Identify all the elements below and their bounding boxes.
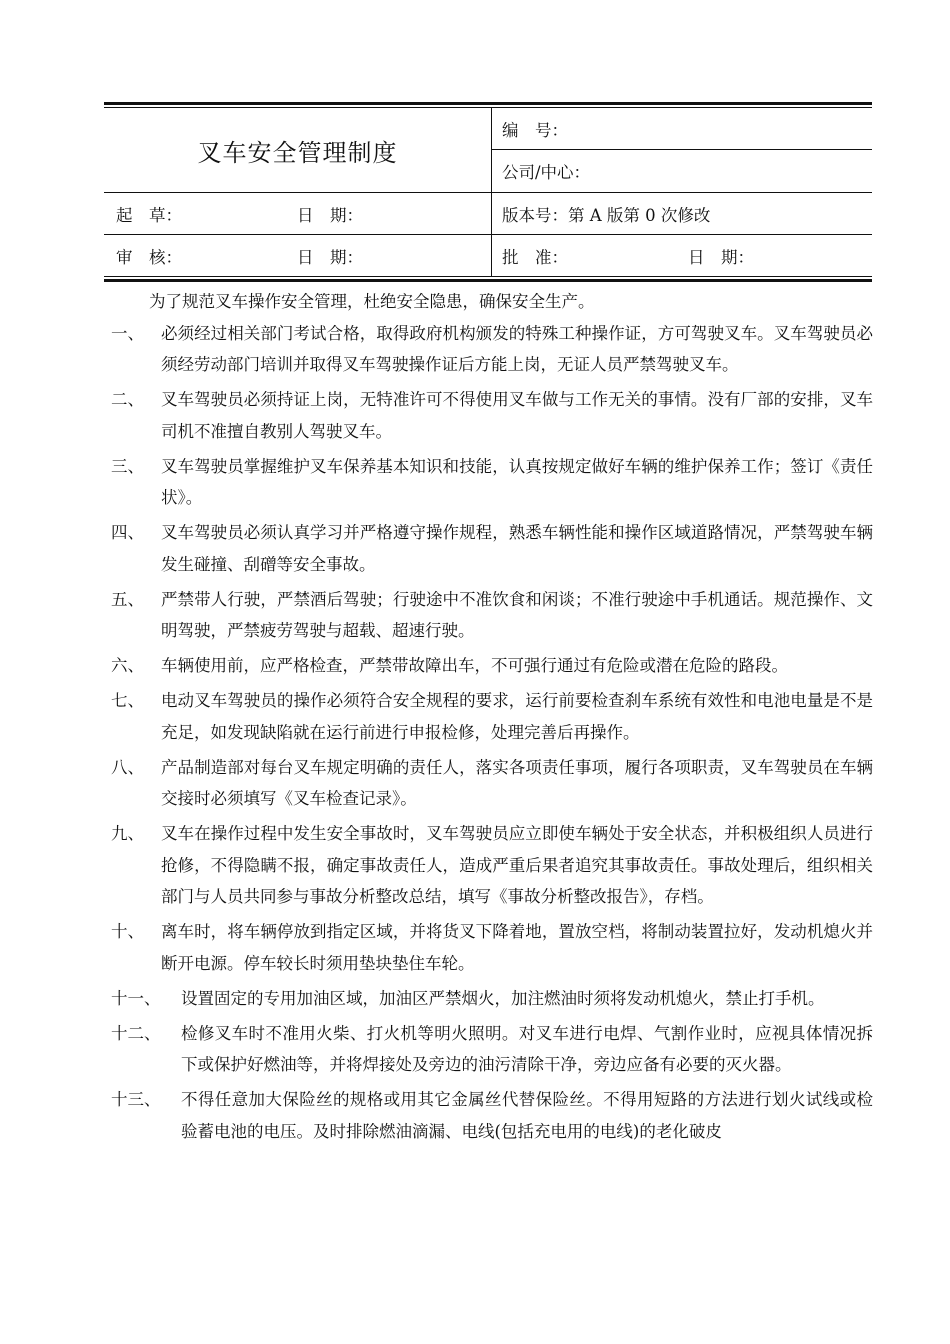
item-text: 严禁带人行驶，严禁酒后驾驶；行驶途中不准饮食和闲谈；不准行驶途中手机通话。规范操作、文明驾驶，严禁疲劳驾驶与超载、超速行驶。: [161, 589, 873, 640]
list-item: [111, 1018, 873, 1081]
item-number: 八、: [111, 757, 144, 777]
draft-date-label: 日 期：: [297, 205, 363, 225]
item-text: 车辆使用前，应严格检查，严禁带故障出车，不可强行通过有危险或潜在危险的路段。: [161, 656, 788, 675]
list-item: [111, 318, 873, 381]
item-number: 十三、: [111, 1090, 161, 1109]
list-item: [111, 818, 873, 913]
document-number-field: 编 号：: [492, 108, 872, 150]
item-text: 叉车驾驶员掌握维护叉车保养基本知识和技能，认真按规定做好车辆的维护保养工作；签订《责任状》。: [161, 456, 873, 507]
approve-date-label: 日 期：: [688, 247, 754, 267]
item-text: 必须经过相关部门考试合格，取得政府机构颁发的特殊工种操作证，方可驾驶叉车。叉车驾驶员必须经劳动部门培训并取得叉车驾驶操作证后方能上岗，无证人员严禁驾驶叉车。: [161, 323, 873, 374]
item-number: 六、: [111, 656, 144, 675]
list-item: [111, 916, 873, 979]
header-bottom-rule: [104, 279, 872, 282]
header-grid: [104, 108, 872, 276]
list-item: [111, 650, 873, 682]
draft-row: [104, 193, 491, 235]
list-item: [111, 752, 873, 815]
item-text: 检修叉车时不准用火柴、打火机等明火照明。对叉车进行电焊、气割作业时，应视具体情况拆下或保护好燃油等，并将焊接处及旁边的油污清除干净，旁边应备有必要的灭火器。: [181, 1023, 873, 1074]
list-item: [111, 384, 873, 447]
item-text: 离车时，将车辆停放到指定区域，并将货叉下降着地，置放空档，将制动装置拉好，发动机熄火并断开电源。停车较长时须用垫块垫住车轮。: [161, 922, 873, 973]
item-text: 不得任意加大保险丝的规格或用其它金属丝代替保险丝。不得用短路的方法进行划火试线或检验蓄电池的电压。及时排除燃油滴漏、电线(包括充电用的电线)的老化破皮: [181, 1090, 873, 1141]
review-label: 审 核：: [116, 247, 182, 267]
regulation-body: [111, 286, 873, 1151]
item-number: 七、: [111, 691, 144, 710]
list-item: [111, 451, 873, 514]
item-number: 十一、: [111, 988, 161, 1008]
review-row: [104, 235, 491, 276]
item-number: 一、: [111, 323, 144, 343]
review-date-label: 日 期：: [297, 247, 363, 267]
item-text: 设置固定的专用加油区域，加油区严禁烟火，加注燃油时须将发动机熄火，禁止打手机。: [181, 988, 825, 1008]
list-item: [111, 517, 873, 580]
approve-label: 批 准：: [502, 247, 568, 267]
list-item: [111, 1084, 873, 1147]
item-number: 三、: [111, 456, 144, 476]
item-number: 四、: [111, 523, 144, 542]
item-number: 二、: [111, 390, 144, 409]
list-item: [111, 584, 873, 647]
approve-row: [492, 235, 872, 276]
item-number: 九、: [111, 824, 144, 843]
document-title: 叉车安全管理制度: [104, 108, 491, 193]
document-header: [104, 102, 872, 282]
item-text: 叉车驾驶员必须认真学习并严格遵守操作规程，熟悉车辆性能和操作区域道路情况，严禁驾驶车辆发生碰撞、刮磳等安全事故。: [161, 523, 873, 574]
version-field: 版本号：第 A 版第 0 次修改: [492, 193, 872, 235]
item-text: 叉车驾驶员必须持证上岗，无特准许可不得使用叉车做与工作无关的事情。没有厂部的安排，叉车司机不准擅自教别人驾驶叉车。: [161, 390, 873, 441]
intro-paragraph: 为了规范叉车操作安全管理，杜绝安全隐患，确保安全生产。: [149, 292, 595, 311]
item-text: 电动叉车驾驶员的操作必须符合安全规程的要求，运行前要检查刹车系统有效性和电池电量是不是充足，如发现缺陷就在运行前进行申报检修，处理完善后再操作。: [161, 691, 873, 742]
list-item: [111, 983, 873, 1015]
item-text: 产品制造部对每台叉车规定明确的责任人，落实各项责任事项，履行各项职责，叉车驾驶员在车辆交接时必须填写《叉车检查记录》。: [161, 757, 873, 808]
draft-label: 起 草：: [116, 205, 182, 225]
item-number: 十、: [111, 922, 144, 941]
list-item: [111, 685, 873, 748]
item-number: 五、: [111, 589, 144, 609]
item-text: 叉车在操作过程中发生安全事故时，叉车驾驶员应立即使车辆处于安全状态，并积极组织人员进行抢修，不得隐瞒不报，确定事故责任人，造成严重后果者追究其事故责任。事故处理后，组织相关部门与人员共同参与事故分析整改总结，填写《事故分析整改报告》，存档。: [161, 824, 873, 906]
item-number: 十二、: [111, 1023, 161, 1043]
company-center-field: 公司/中心：: [492, 150, 872, 193]
